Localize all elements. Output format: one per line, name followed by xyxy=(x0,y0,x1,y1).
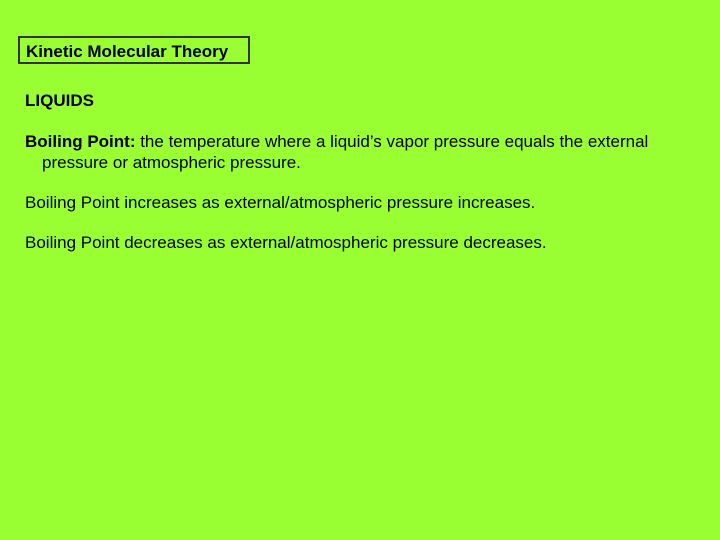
statement-increase: Boiling Point increases as external/atmospheric pressure increases. xyxy=(25,193,536,212)
section-heading: LIQUIDS xyxy=(25,91,94,110)
statement-decrease: Boiling Point decreases as external/atmospheric pressure decreases. xyxy=(25,233,547,252)
definition-term: Boiling Point: xyxy=(25,132,136,151)
slide-title xyxy=(18,36,250,64)
definition-paragraph xyxy=(25,131,705,173)
slide-body xyxy=(25,90,705,272)
definition-text: the temperature where a liquid’s vapor pressure equals the external pressure or atmospheric pressure. xyxy=(42,132,649,172)
slide-title-text: Kinetic Molecular Theory xyxy=(26,42,229,61)
